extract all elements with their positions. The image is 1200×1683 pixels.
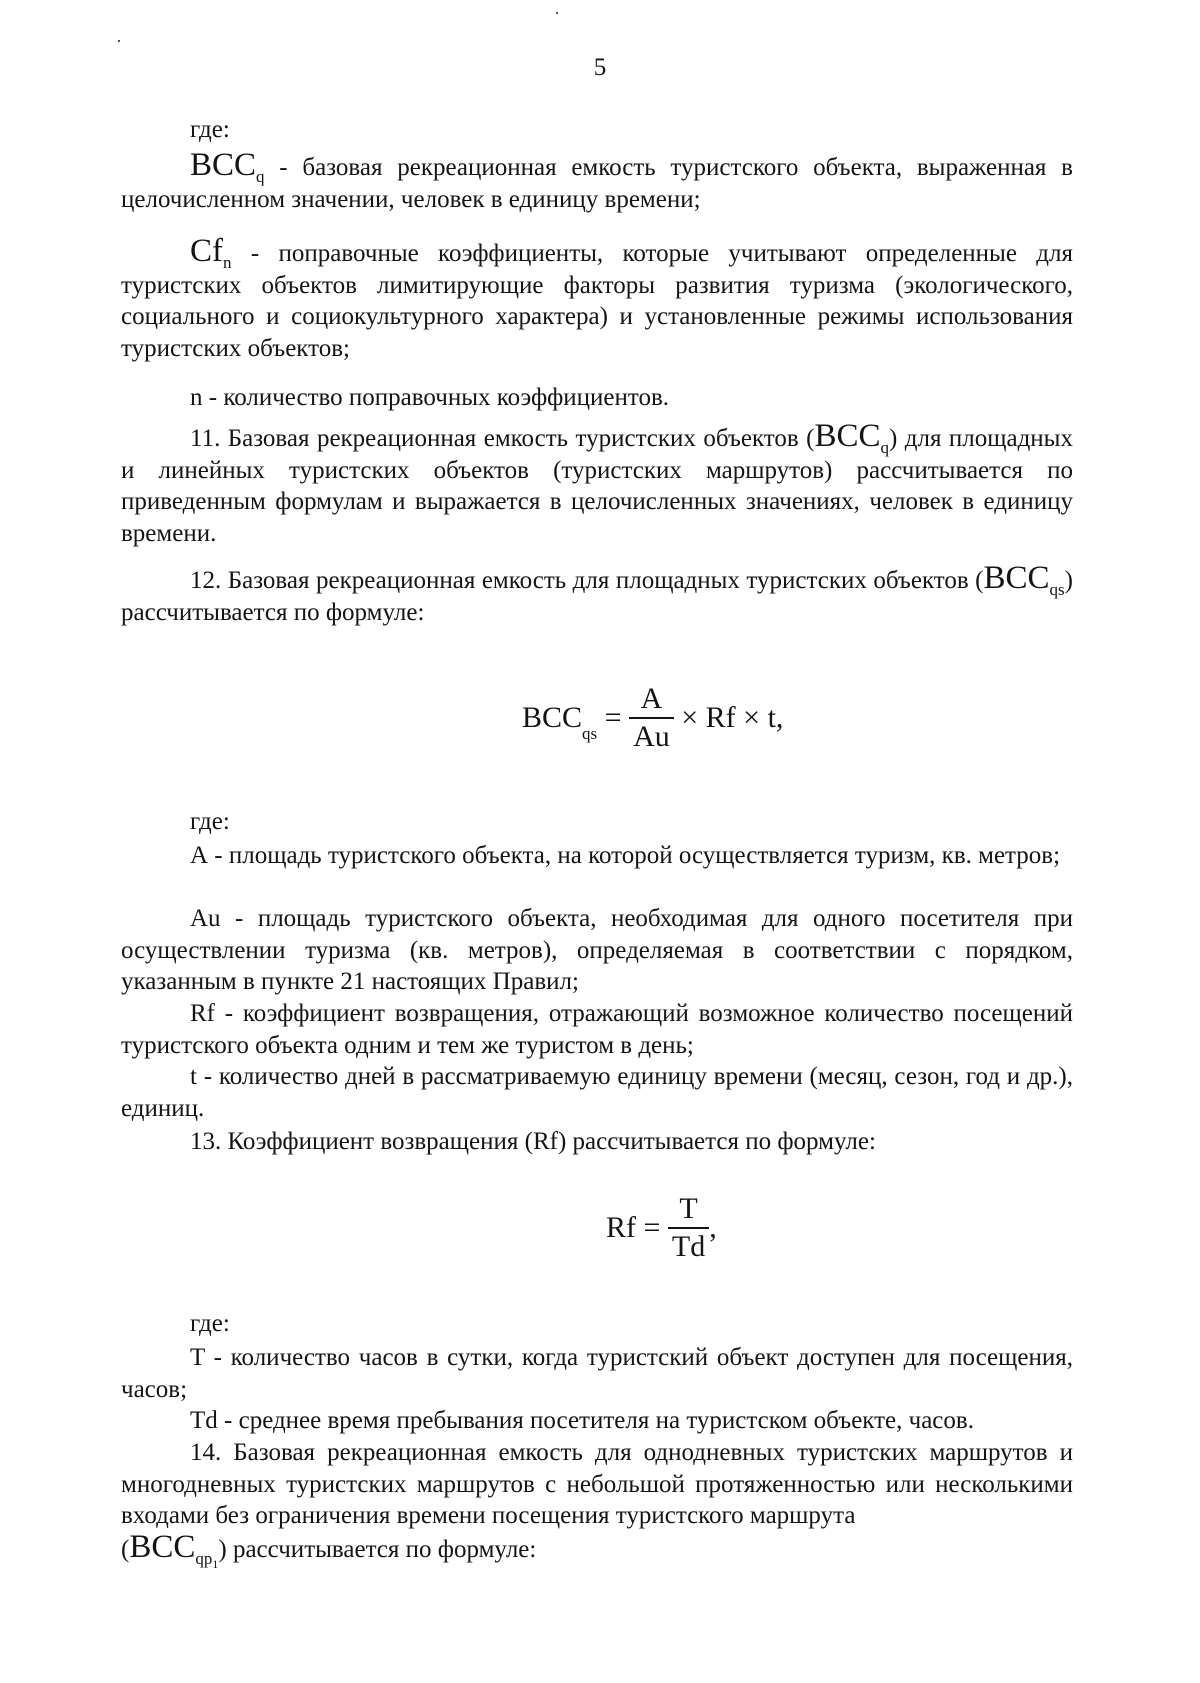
paragraph-11-subscript: q	[880, 438, 889, 457]
definition-cf	[121, 233, 1073, 364]
paragraph-12-subscript: qs	[1049, 580, 1065, 599]
paragraph-14-subscript-index: 1	[212, 1557, 219, 1571]
where-label-2: где:	[190, 808, 230, 835]
paragraph-13: 13. Коэффициент возвращения (Rf) рассчитывается по формуле:	[190, 1128, 876, 1155]
formula-2-numerator: T	[668, 1194, 709, 1229]
paragraph-14-symbol: BCC	[129, 1529, 196, 1565]
bcc-q-definition: - базовая рекреационная емкость туристского объекта, выраженная в целочисленном значении, человек в единицу времени;	[121, 154, 1073, 213]
paragraph-12	[121, 560, 1073, 628]
formula-1-denominator: Au	[633, 720, 670, 753]
definition-t: t - количество дней в рассматриваемую единицу времени (месяц, сезон, год и др.), единиц.	[121, 1063, 1073, 1122]
formula-1-numerator: A	[629, 684, 674, 719]
cf-definition: - поправочные коэффициенты, которые учитывают определенные для туристских объектов лимитирующие факторы развития туризма (экологического, социального и социокультурного характера) и установленные режимы использования туристских объектов;	[121, 240, 1073, 362]
formula-1-fraction	[629, 684, 674, 752]
paragraph-14-tail	[121, 1529, 1073, 1571]
paragraph-14: 14. Базовая рекреационная емкость для однодневных туристских маршрутов и многодневных туристских маршрутов с небольшой протяженностью или несколькими входами без ограничения времени посещения туристского маршрута	[121, 1439, 1073, 1529]
formula-1-lhs: BCC	[522, 701, 583, 734]
paragraph-12-symbol: BCC	[983, 560, 1050, 596]
formula-1-lhs-subscript: qs	[582, 723, 598, 743]
paragraph-12-end: ) рассчитывается по формуле:	[121, 567, 1073, 626]
formula-1-tail: × Rf × t,	[681, 701, 784, 734]
scan-speck	[556, 12, 558, 14]
definition-T: T - количество часов в сутки, когда туристский объект доступен для посещения, часов;	[121, 1344, 1073, 1403]
formula-bcc-qs	[522, 684, 783, 752]
paragraph-11	[121, 418, 1073, 549]
definition-td: Td - среднее время пребывания посетителя на туристском объекте, часов.	[190, 1407, 974, 1434]
paragraph-14-end: ) рассчитывается по формуле:	[218, 1536, 537, 1563]
paragraph-14-open: (	[121, 1536, 130, 1563]
cf-symbol: Cf	[190, 233, 223, 269]
formula-2-denominator: Td	[671, 1230, 706, 1263]
where-label: где:	[190, 116, 230, 143]
formula-rf	[606, 1194, 717, 1262]
paragraph-11-symbol: BCC	[814, 418, 881, 454]
where-label-3: где:	[190, 1310, 230, 1337]
formula-2-tail: ,	[709, 1211, 717, 1244]
definition-n: n - количество поправочных коэффициентов.	[190, 384, 670, 411]
formula-2-equals: =	[643, 1211, 661, 1244]
paragraph-14-subscript-text: qp	[195, 1549, 213, 1568]
formula-1-equals: =	[604, 701, 622, 734]
formula-2-fraction	[668, 1194, 709, 1262]
definition-au: Au - площадь туристского объекта, необходимая для одного посетителя при осуществлении туризма (кв. метров), определяемая в соответствии с порядком, указанным в пункте 21 настоящих Правил;	[121, 905, 1073, 995]
paragraph-11-start: 11. Базовая рекреационная емкость туристских объектов (	[190, 425, 815, 452]
bcc-q-symbol: BCC	[190, 147, 257, 183]
definition-bcc-q	[121, 147, 1073, 215]
paragraph-11-end: ) для площадных и линейных туристских объектов (туристских маршрутов) рассчитывается по приведенным формулам и выражается в целочисленных значениях, человек в единицу времени.	[121, 425, 1073, 547]
formula-2-lhs: Rf	[606, 1211, 636, 1244]
cf-subscript: n	[223, 253, 232, 272]
definition-rf: Rf - коэффициент возвращения, отражающий возможное количество посещений туристского объекта одним и тем же туристом в день;	[121, 1000, 1073, 1059]
definition-a: А - площадь туристского объекта, на которой осуществляется туризм, кв. метров;	[190, 842, 1061, 869]
paragraph-12-start: 12. Базовая рекреационная емкость для площадных туристских объектов (	[190, 567, 984, 594]
page-number: 5	[593, 54, 607, 81]
paragraph-14-subscript	[195, 1549, 219, 1571]
scan-speck	[118, 40, 120, 42]
bcc-q-subscript: q	[256, 167, 265, 186]
